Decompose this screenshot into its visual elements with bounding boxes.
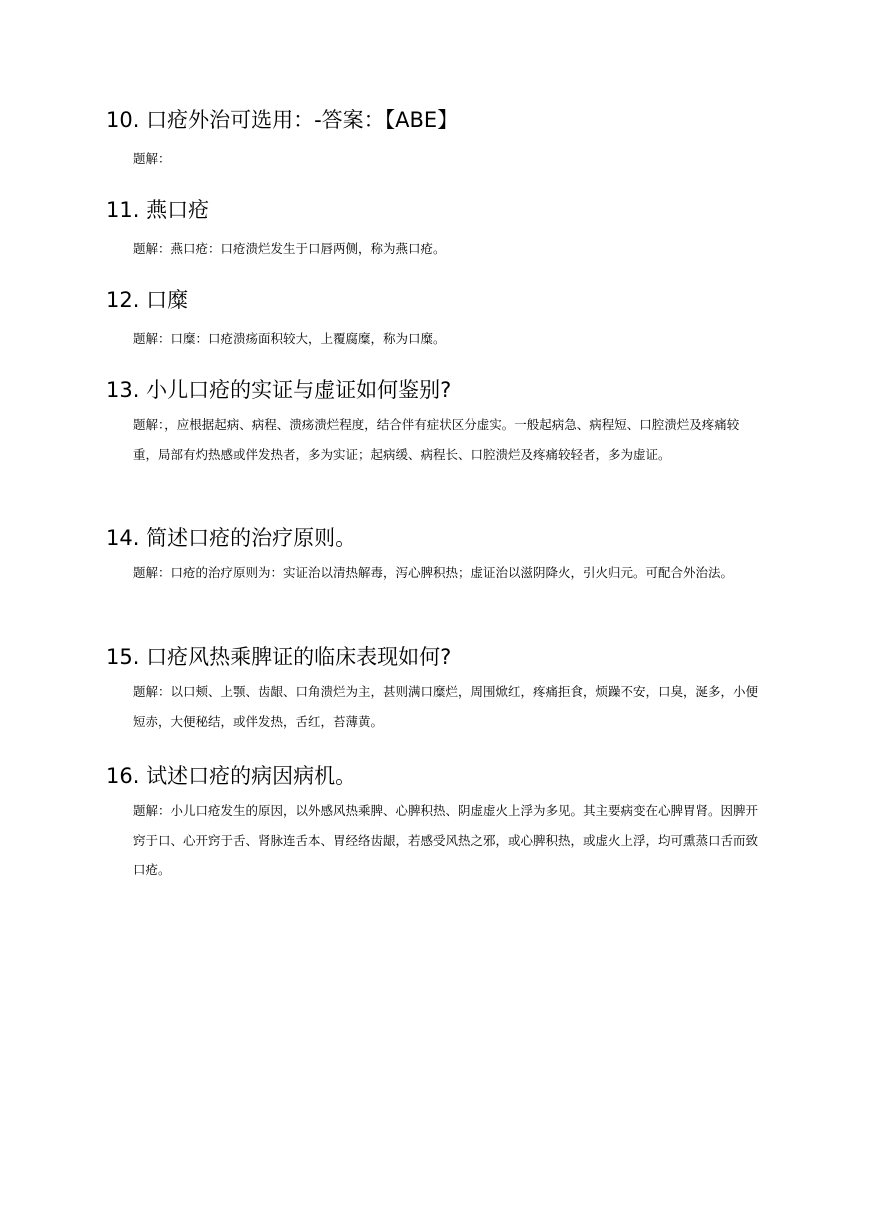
question-14 xyxy=(106,524,766,588)
question-answer: 题解：，应根据起病、病程、溃疡溃烂程度，结合伴有症状区分虚实。一般起病急、病程短、口腔溃烂及疼痛较重，局部有灼热感或伴发热者，多为实证；起病缓、病程长、口腔溃烂及疼痛较轻者，多为虚证。 xyxy=(133,417,740,462)
question-15 xyxy=(106,643,766,736)
question-answer: 题解：口疮的治疗原则为：实证治以清热解毒，泻心脾积热；虚证治以滋阴降火，引火归元。可配合外治法。 xyxy=(133,565,734,580)
question-title: 12. 口糜 xyxy=(106,288,189,312)
question-answer: 题解： xyxy=(133,151,171,166)
question-title: 14. 简述口疮的治疗原则。 xyxy=(106,526,357,550)
question-10 xyxy=(106,106,766,174)
question-answer: 题解：口糜：口疮溃疡面积较大，上覆腐糜，称为口糜。 xyxy=(133,331,446,346)
question-title: 10. 口疮外治可选用：-答案：【ABE】 xyxy=(106,108,459,132)
question-answer: 题解：小儿口疮发生的原因，以外感风热乘脾、心脾积热、阴虚虚火上浮为多见。其主要病变在心脾胃肾。因脾开窍于口、心开窍于舌、肾脉连舌本、胃经络齿龈，若感受风热之邪，或心脾积热，或虚火上浮，均可熏蒸口舌而致口疮。 xyxy=(133,803,759,877)
question-answer: 题解：以口颊、上颚、齿龈、口角溃烂为主，甚则满口糜烂，周围焮红，疼痛拒食，烦躁不安，口臭，涎多，小便短赤，大便秘结，或伴发热，舌红，苔薄黄。 xyxy=(133,684,759,729)
question-11 xyxy=(106,196,766,264)
question-title: 13. 小儿口疮的实证与虚证如何鉴别? xyxy=(106,378,452,402)
question-13 xyxy=(106,376,766,469)
question-16 xyxy=(106,762,766,885)
question-title: 15. 口疮风热乘脾证的临床表现如何? xyxy=(106,645,452,669)
question-12 xyxy=(106,286,766,354)
question-title: 16. 试述口疮的病因病机。 xyxy=(106,764,357,788)
question-answer: 题解：燕口疮：口疮溃烂发生于口唇两侧，称为燕口疮。 xyxy=(133,241,446,256)
question-title: 11. 燕口疮 xyxy=(106,198,210,222)
